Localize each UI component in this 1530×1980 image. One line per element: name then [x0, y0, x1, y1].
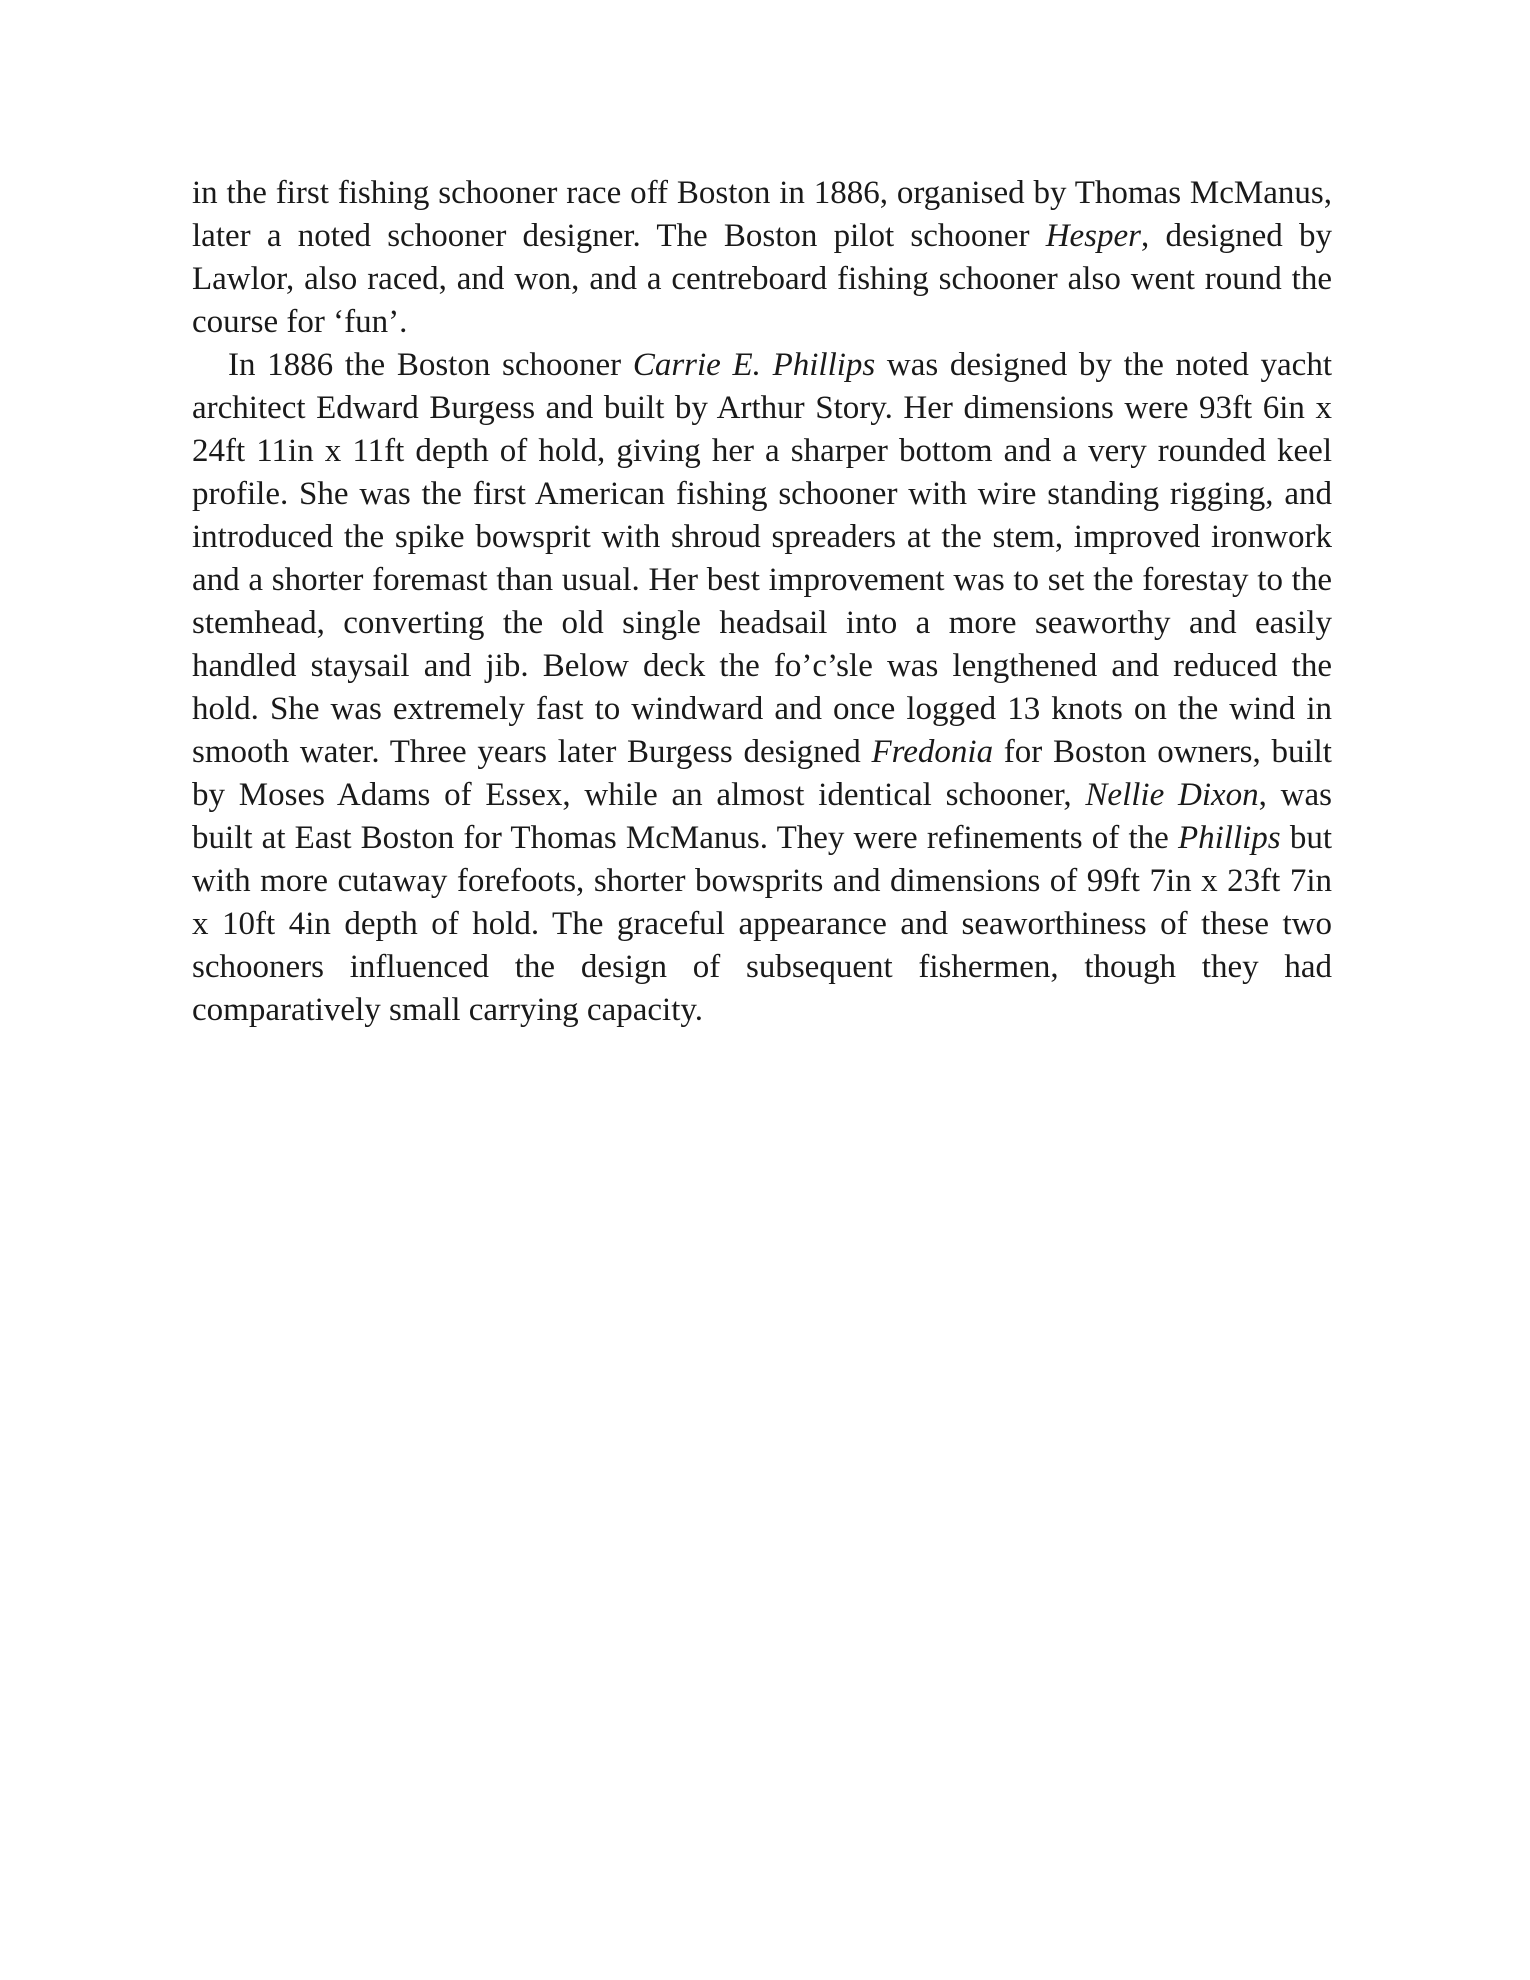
text-run: In 1886 the Boston schooner — [228, 347, 633, 383]
text-run: was designed by the noted yacht architect Edward Burgess and built by Arthur Story. Her dimensions were 93ft 6in x 24ft 11in x 11ft depth of hold, giving her a sharper bottom and a very rounded keel profile. She was the first American fishing schooner with wire standing rigging, and introduced the spike bowsprit with shroud spreaders at the stem, improved ironwork and a shorter foremast than usual. Her best improvement was to set the forestay to the stemhead, converting the old single headsail into a more seaworthy and easily handled staysail and jib. Below deck the fo’c’sle was lengthened and reduced the hold. She was extremely fast to windward and once logged 13 knots on the wind in smooth water. Three years later Burgess designed — [192, 347, 1332, 770]
vessel-name-hesper: Hesper — [1045, 218, 1142, 254]
text-run: but with more cutaway forefoots, shorter bowsprits and dimensions of 99ft 7in x 23ft 7in x 10ft 4in depth of hold. The graceful appearance and seaworthiness of these two schooners influenced the design of subsequent fishermen, though they had comparatively small carrying capacity. — [192, 820, 1333, 1028]
text-run: for Boston owners, built by Moses Adams of Essex, while an almost identical schooner, — [192, 734, 1332, 813]
paragraph-1 — [192, 172, 1332, 344]
text-run: , designed by Lawlor, also raced, and won, and a centreboard fishing schooner also went round the course for ‘fun’. — [192, 218, 1332, 340]
text-run: in the first fishing schooner race off Boston in 1886, organised by Thomas McManus, later a noted schooner designer. The Boston pilot schooner — [192, 175, 1332, 254]
body-text — [192, 172, 1332, 1032]
vessel-name-carrie-e-phillips: Carrie E. Phillips — [632, 347, 876, 383]
vessel-name-fredonia: Fredonia — [871, 734, 994, 770]
paragraph-2 — [192, 344, 1332, 1032]
vessel-name-nellie-dixon: Nellie Dixon — [1085, 777, 1259, 813]
vessel-name-phillips: Phillips — [1177, 820, 1281, 856]
text-run: , was built at East Boston for Thomas McManus. They were refinements of the — [192, 777, 1332, 856]
